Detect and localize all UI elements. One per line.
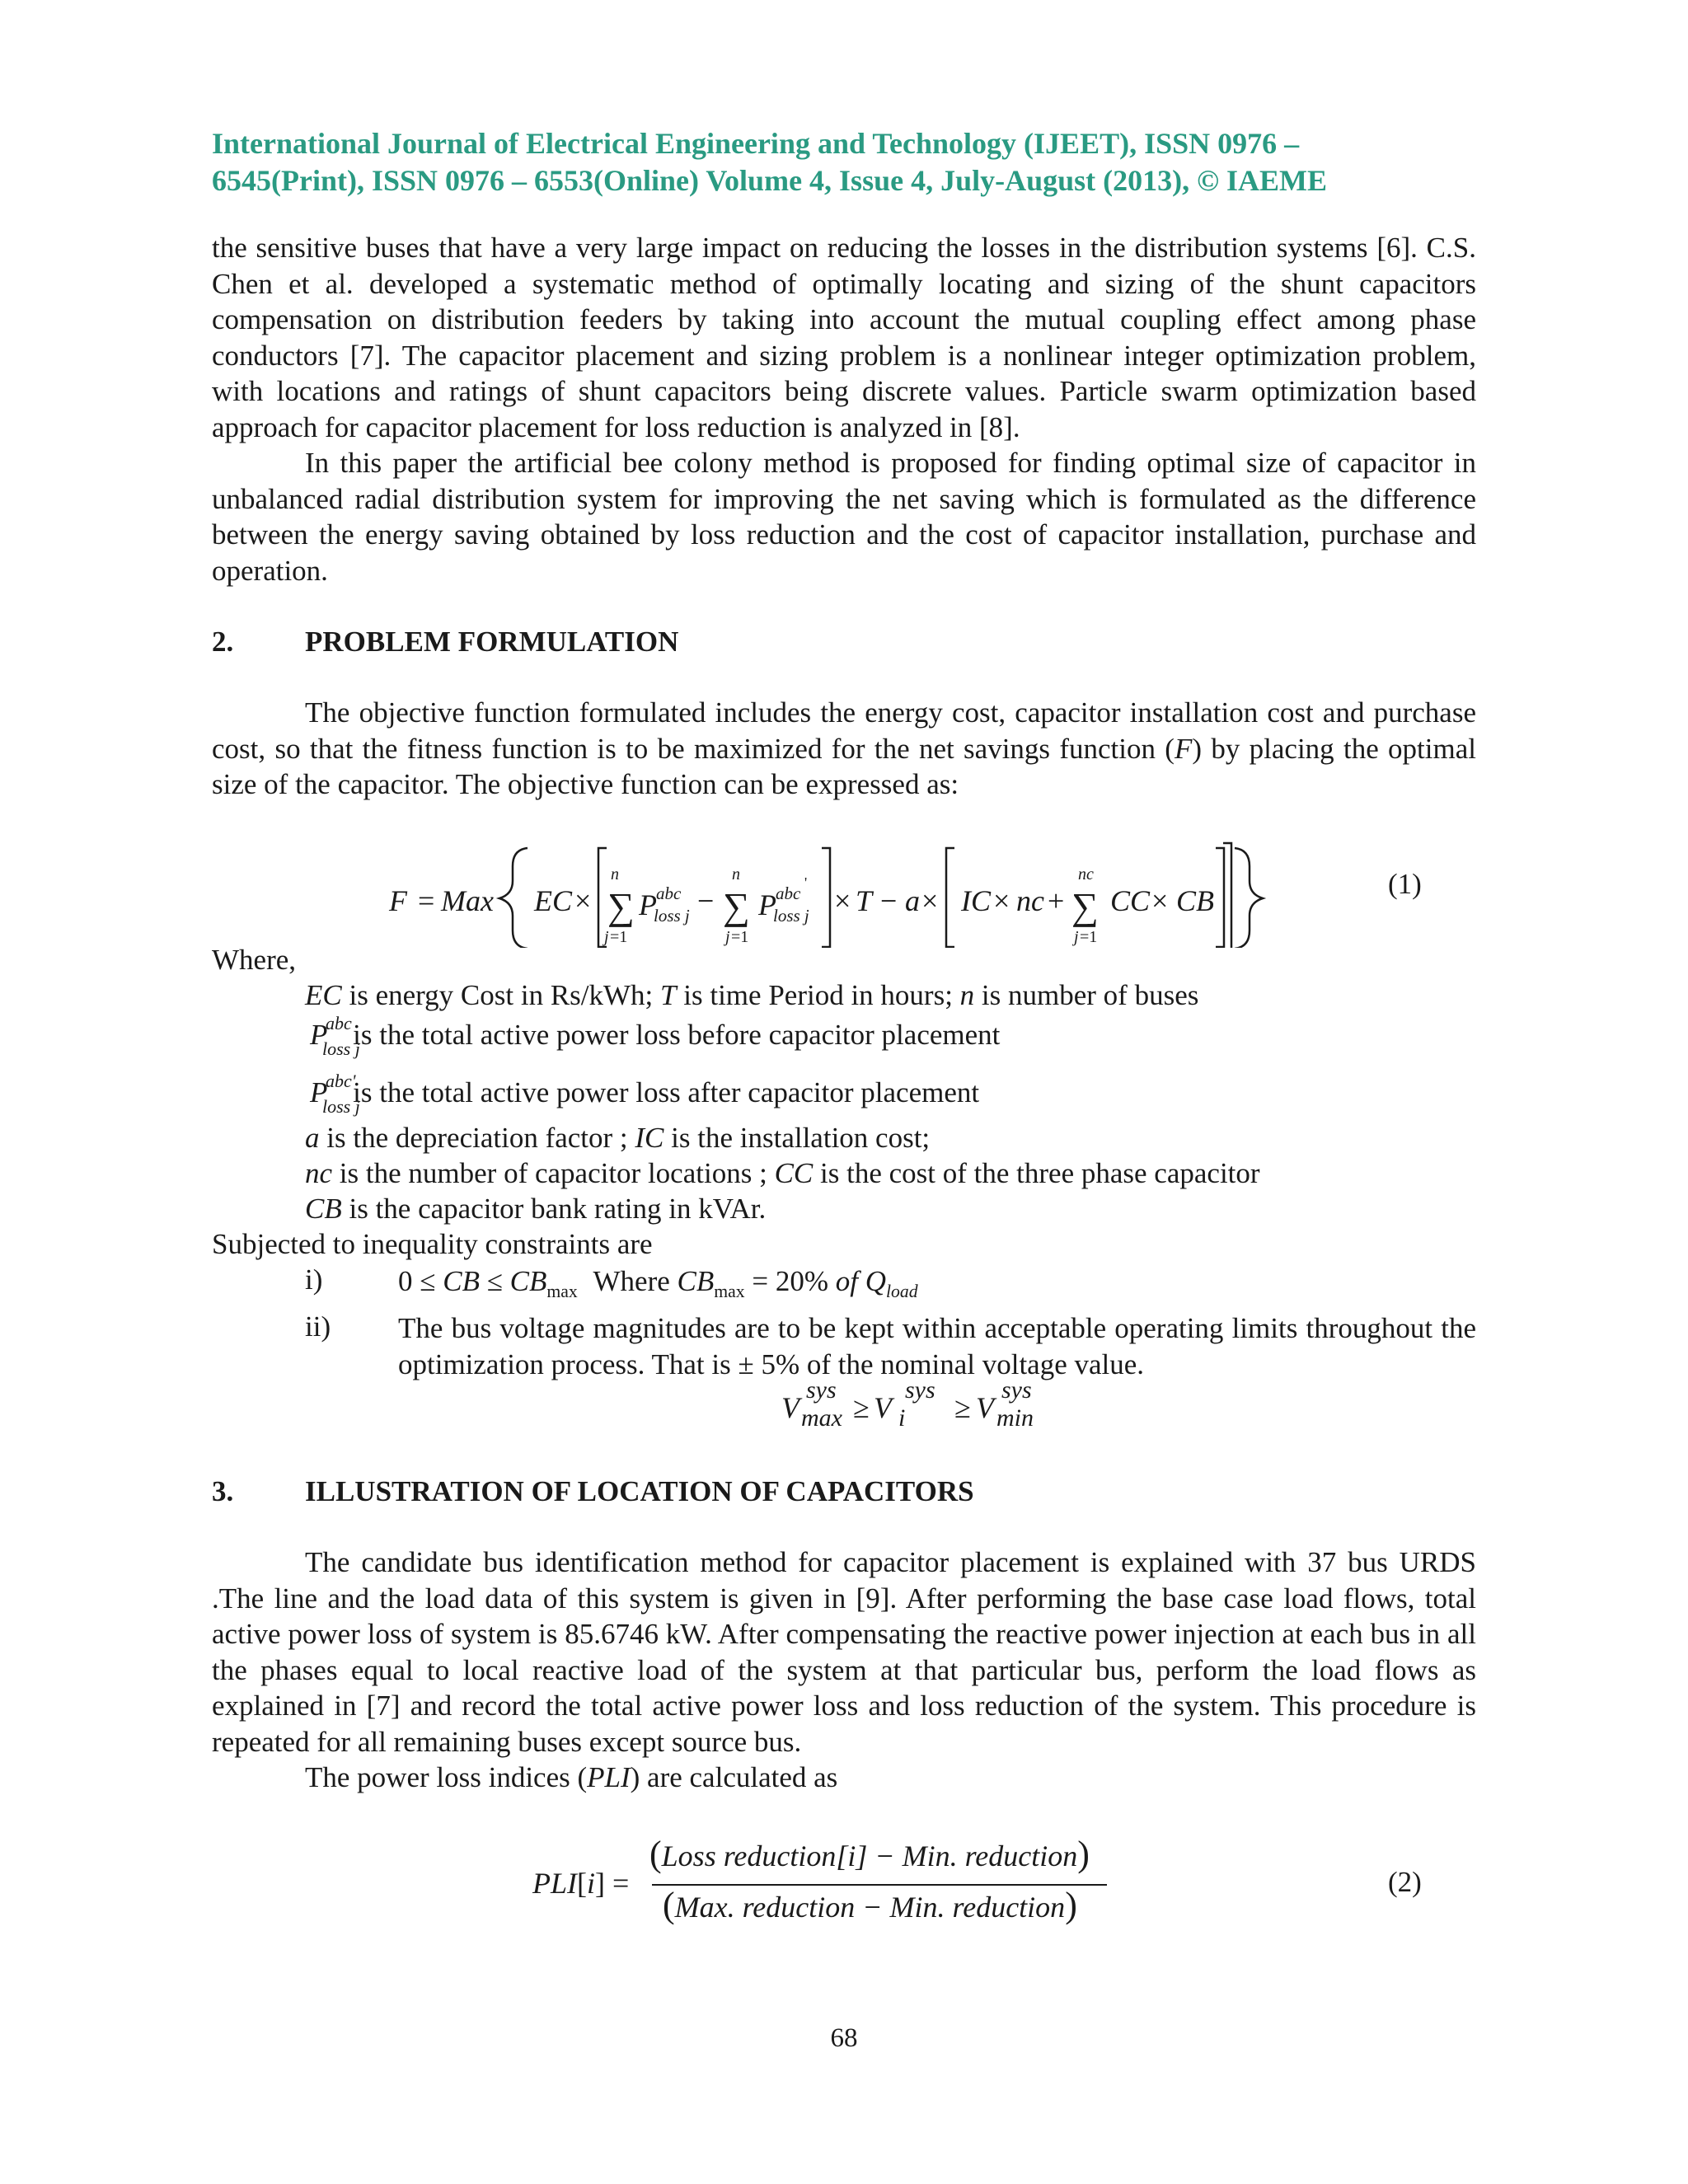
constraint-1-where: Where [593, 1265, 670, 1297]
svg-text:∑: ∑ [723, 885, 750, 927]
svg-text:min: min [996, 1404, 1034, 1432]
svg-text:n: n [732, 865, 740, 883]
svg-text:abc: abc [656, 883, 682, 903]
ploss-before-symbol: P abc loss j [310, 1013, 360, 1059]
journal-header-line2: 6545(Print), ISSN 0976 – 6553(Online) Volume 4, Issue 4, July-August (2013), © IAEME [212, 164, 1328, 197]
section-2-number: 2. [212, 626, 234, 658]
svg-text:': ' [804, 874, 808, 891]
svg-text:=1: =1 [1080, 928, 1098, 946]
constraint-2-label: ii) [305, 1310, 331, 1343]
constraint-1-qload: $Q_{load}$ [865, 1265, 918, 1301]
svg-text:P: P [758, 888, 776, 921]
svg-text:F: F [389, 884, 407, 917]
svg-text:Max: Max [441, 884, 494, 917]
def-n-text: is number of buses [974, 979, 1199, 1011]
intro-text-2: In this paper the artificial bee colony method is proposed for finding optimal size of capacitor in unbalanced radial distribution system for improving the net saving which is formulated as the difference between the energy saving obtained by loss reduction and the cost of capacitor installation, purchase and operation. [212, 447, 1476, 587]
constraint-1-range: 0 ≤ CB ≤ $CB_{max}$ [398, 1265, 578, 1301]
equation-2-denominator: (Max. reduction − Min. reduction) [663, 1885, 1077, 1925]
svg-text:loss j: loss j [654, 906, 690, 926]
svg-text:×: × [574, 884, 592, 917]
svg-text:≥: ≥ [954, 1391, 971, 1424]
definition-ploss-before [310, 1013, 1001, 1059]
definition-cb [305, 1191, 766, 1226]
definition-nc-cc [305, 1155, 1260, 1191]
def-ec-symbol: EC [305, 979, 342, 1011]
svg-text:=: = [418, 884, 435, 917]
svg-text:IC: IC [961, 884, 991, 917]
def-cc-symbol: CC [774, 1157, 814, 1189]
svg-text:CC: CC [1110, 884, 1151, 917]
def-ec-text: is energy Cost in Rs/kWh; [341, 979, 661, 1011]
constraint-1-limit: $CB_{max}$ = [677, 1265, 776, 1301]
section-2-text-b: ) by placing the optimal size of the capacitor. The objective function can be expressed as: [212, 732, 1476, 800]
voltage-constraint-formula [0, 1375, 1688, 1434]
page-number: 68 [830, 2023, 858, 2053]
svg-text:=1: =1 [610, 928, 628, 946]
def-ic-symbol: IC [635, 1122, 664, 1154]
def-ploss-before-text: is the total active power loss before capacitor placement [345, 1019, 1001, 1051]
def-ploss-after-text: is the total active power loss after capacitor placement [345, 1076, 980, 1108]
svg-text:×: × [993, 884, 1010, 917]
equation-1-formula [0, 837, 1688, 948]
svg-text:∑: ∑ [607, 885, 635, 927]
svg-text:j: j [604, 928, 609, 946]
svg-text:CB: CB [1176, 884, 1215, 917]
constraint-1 [398, 1263, 918, 1310]
def-t-symbol: T [660, 979, 677, 1011]
constraint-1-value: 20% [775, 1265, 828, 1297]
definition-a-ic [305, 1120, 930, 1155]
def-cb-symbol: CB [305, 1193, 342, 1225]
equation-2-numerator: (Loss reduction[i] − Min. reduction) [649, 1834, 1090, 1874]
svg-text:=1: =1 [731, 928, 749, 946]
svg-text:nc: nc [1078, 865, 1094, 883]
constraint-1-label: i) [305, 1263, 323, 1296]
svg-text:i: i [898, 1404, 906, 1432]
constraints-intro: Subjected to inequality constraints are [212, 1228, 653, 1260]
svg-text:V: V [874, 1391, 892, 1424]
svg-text:+: + [1048, 884, 1065, 917]
equation-2-number: (2) [1388, 1866, 1422, 1898]
def-a-text: is the depreciation factor ; [319, 1122, 635, 1154]
svg-text:n: n [611, 865, 619, 883]
equation-1-number: (1) [1388, 868, 1422, 900]
section-3-text-2b: ) are calculated as [630, 1761, 838, 1793]
section-2-text-a: The objective function formulated includes the energy cost, capacitor installation cost and purchase cost, so that the fitness function is to be maximized for the net savings function ( [212, 696, 1476, 765]
equation-2-lhs: PLI[i] = [532, 1867, 630, 1900]
equation-2-denominator-text: Max. reduction − Min. reduction [674, 1891, 1066, 1924]
constraint-1-of: of [835, 1265, 858, 1297]
section-2-paragraph [212, 695, 1476, 803]
svg-text:×: × [921, 884, 939, 917]
svg-text:loss j: loss j [773, 906, 809, 926]
section-3-text-1: The candidate bus identification method for capacitor placement is explained with 37 bus URDS .The line and the load data of this system is given in [9]. After performing the base case load flows, total active power loss of system is 85.6746 kW. After compensating the reactive power injection at each bus in all the phases equal to local reactive load of the system at that particular bus, perform the load flows as explained in [7] and record the total active power loss and loss reduction of the system. This procedure is repeated for all remaining buses except source bus. [212, 1546, 1476, 1758]
svg-text:j: j [1074, 928, 1079, 946]
svg-text:V: V [781, 1391, 799, 1424]
svg-text:sys: sys [806, 1376, 837, 1404]
section-3-number: 3. [212, 1475, 234, 1507]
section-2-heading [212, 624, 678, 659]
section-3-var-pli: PLI [587, 1761, 631, 1793]
svg-text:nc: nc [1016, 884, 1044, 917]
section-3-heading [212, 1474, 974, 1509]
svg-text:a: a [905, 884, 920, 917]
equation-1 [0, 837, 1688, 948]
def-t-text: is time Period in hours; [676, 979, 960, 1011]
section-3-title: ILLUSTRATION OF LOCATION OF CAPACITORS [305, 1475, 974, 1507]
def-n-symbol: n [959, 979, 975, 1011]
svg-text:EC: EC [534, 884, 573, 917]
svg-text:×: × [834, 884, 851, 917]
equation-2-numerator-text: Loss reduction[i] − Min. reduction [661, 1840, 1078, 1872]
svg-text:×: × [1151, 884, 1169, 917]
svg-text:j: j [725, 928, 730, 946]
where-label: Where, [212, 944, 297, 976]
svg-text:sys: sys [905, 1376, 935, 1404]
svg-text:V: V [976, 1391, 994, 1424]
definition-ec-t-n [305, 977, 1198, 1013]
section-2-var-f: F [1174, 732, 1193, 765]
svg-text:abc: abc [776, 883, 801, 903]
equation-2 [0, 1830, 1688, 1937]
svg-text:P: P [639, 888, 657, 921]
voltage-constraint [0, 1375, 1688, 1434]
svg-text:max: max [801, 1404, 842, 1432]
def-ic-text: is the installation cost; [663, 1122, 931, 1154]
constraint-2-text: The bus voltage magnitudes are to be kept within acceptable operating limits throughout the optimization process. That is ± 5% of the nominal voltage value. [398, 1312, 1476, 1380]
svg-text:−: − [880, 884, 898, 917]
svg-text:sys: sys [1001, 1376, 1032, 1404]
def-nc-symbol: nc [305, 1157, 333, 1189]
def-cc-text: is the cost of the three phase capacitor [813, 1157, 1260, 1189]
svg-text:∑: ∑ [1071, 885, 1099, 927]
intro-text-1: the sensitive buses that have a very large impact on reducing the losses in the distribution systems [6]. C.S. Chen et al. developed a systematic method of optimally locating and sizing of the shunt capacitors compensation on distribution feeders by taking into account the mutual coupling effect among phase conductors [7]. The capacitor placement and sizing problem is a nonlinear integer optimization problem, with locations and ratings of shunt capacitors being discrete values. Particle swarm optimization based approach for capacitor placement for loss reduction is analyzed in [8]. [212, 232, 1476, 443]
svg-text:−: − [697, 884, 715, 917]
ploss-after-symbol: P abc' loss j [310, 1071, 360, 1117]
svg-text:≥: ≥ [853, 1391, 870, 1424]
def-cb-text: is the capacitor bank rating in kVAr. [341, 1193, 767, 1225]
def-a-symbol: a [305, 1122, 320, 1154]
intro-paragraph [212, 230, 1476, 588]
definition-ploss-after [310, 1071, 980, 1117]
section-3-paragraph [212, 1544, 1476, 1796]
section-2-title: PROBLEM FORMULATION [305, 626, 679, 658]
section-3-text-2a: The power loss indices ( [305, 1761, 588, 1793]
journal-header-line1: International Journal of Electrical Engineering and Technology (IJEET), ISSN 0976 – [212, 127, 1300, 160]
def-nc-text: is the number of capacitor locations ; [332, 1157, 775, 1189]
svg-text:T: T [856, 884, 873, 917]
journal-header [212, 125, 1476, 199]
